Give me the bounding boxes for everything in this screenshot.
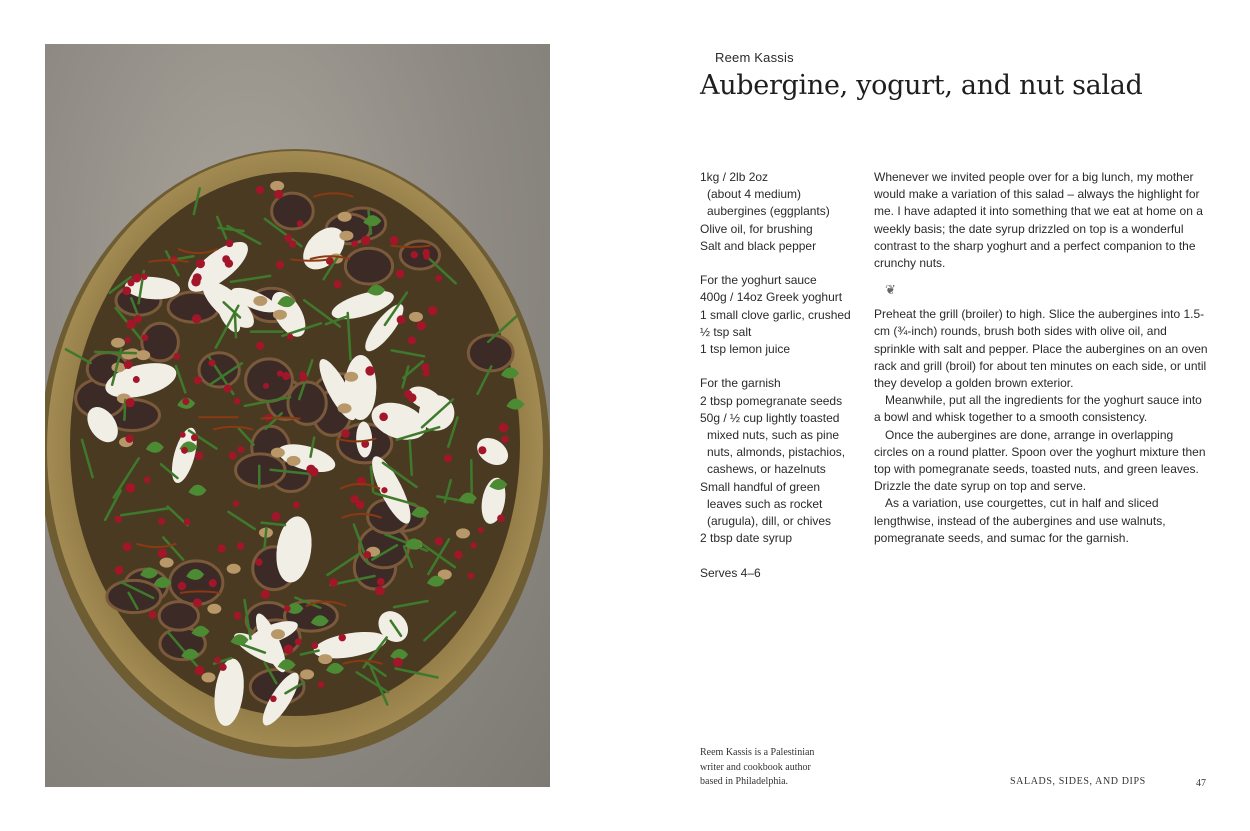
- ingredient-line: aubergines (eggplants): [707, 204, 830, 219]
- ingredient-group: [700, 272, 870, 358]
- ingredient-line: cashews, or hazelnuts: [707, 462, 826, 477]
- ingredient-line: 2 tbsp pomegranate seeds: [700, 393, 843, 408]
- salad-bowl-illustration: [45, 44, 550, 787]
- method-step: Once the aubergines are done, arrange in overlapping circles on a round platter. Spoon over the yoghurt mixture then top with pomegranate seeds, toasted nuts, and green leaves. Drizzle the date syrup on top and serve.: [874, 427, 1206, 494]
- ingredient-line: Serves 4–6: [700, 565, 761, 580]
- ingredient-line: 50g / ½ cup lightly toasted: [700, 410, 840, 425]
- ingredient-group: [700, 375, 870, 547]
- ingredient-line: mixed nuts, such as pine: [707, 428, 840, 443]
- ingredient-line: Olive oil, for brushing: [700, 221, 813, 236]
- ingredient-line: 1kg / 2lb 2oz: [700, 170, 769, 184]
- intro-paragraph: Whenever we invited people over for a big lunch, my mother would make a variation of this salad – always the highlight for me. I have adapted it into something that we eat at home on a weekly basis; the date syrup drizzled on top is a wonderful contrast to the sharp yoghurt and a perfect companion to the crunchy nuts.: [874, 170, 1203, 271]
- ingredient-group: [700, 169, 870, 255]
- author-bio: Reem Kassis is a Palestinian writer and cookbook author based in Philadelphia.: [700, 747, 815, 787]
- section-running-head: SALADS, SIDES, AND DIPS: [1010, 776, 1146, 787]
- ingredient-line: ½ tsp salt: [700, 324, 752, 339]
- recipe-author: Reem Kassis: [715, 50, 794, 65]
- ingredient-line: leaves such as rocket: [707, 496, 823, 511]
- ingredient-line: For the yoghurt sauce: [700, 273, 817, 288]
- salad-photo: [45, 44, 550, 787]
- ingredient-line: nuts, almonds, pistachios,: [707, 445, 846, 460]
- method-step: Meanwhile, put all the ingredients for the yoghurt sauce into a bowl and whisk together to a smooth consistency.: [874, 393, 1202, 425]
- method-column: [874, 169, 1209, 547]
- method-step: As a variation, use courgettes, cut in half and sliced lengthwise, instead of the aubergines and use walnuts, pomegranate seeds, and sumac for the garnish.: [874, 496, 1166, 545]
- ingredient-line: 1 small clove garlic, crushed: [700, 307, 851, 322]
- ingredient-line: (about 4 medium): [707, 187, 802, 202]
- ingredient-line: (arugula), dill, or chives: [707, 514, 832, 529]
- method-step: Preheat the grill (broiler) to high. Slice the aubergines into 1.5-cm (¾-inch) rounds, brush both sides with olive oil, and sprinkle with salt and pepper. Place the aubergines on an oven rack and grill (broil) for about ten minutes on each side, or until they develop a golden brown exterior.: [874, 307, 1208, 391]
- page-number: 47: [1196, 778, 1206, 789]
- ingredient-line: For the garnish: [700, 376, 781, 391]
- recipe-title: Aubergine, yogurt, and nut salad: [700, 70, 1143, 101]
- ingredients-list: [700, 169, 870, 599]
- ingredient-line: 400g / 14oz Greek yoghurt: [700, 290, 843, 305]
- ornament-icon: ❦: [885, 281, 896, 297]
- ingredient-line: Small handful of green: [700, 479, 821, 494]
- ingredient-line: 1 tsp lemon juice: [700, 342, 791, 357]
- ingredient-line: Salt and black pepper: [700, 238, 817, 253]
- ingredient-line: 2 tbsp date syrup: [700, 531, 793, 546]
- ingredient-group: [700, 565, 870, 582]
